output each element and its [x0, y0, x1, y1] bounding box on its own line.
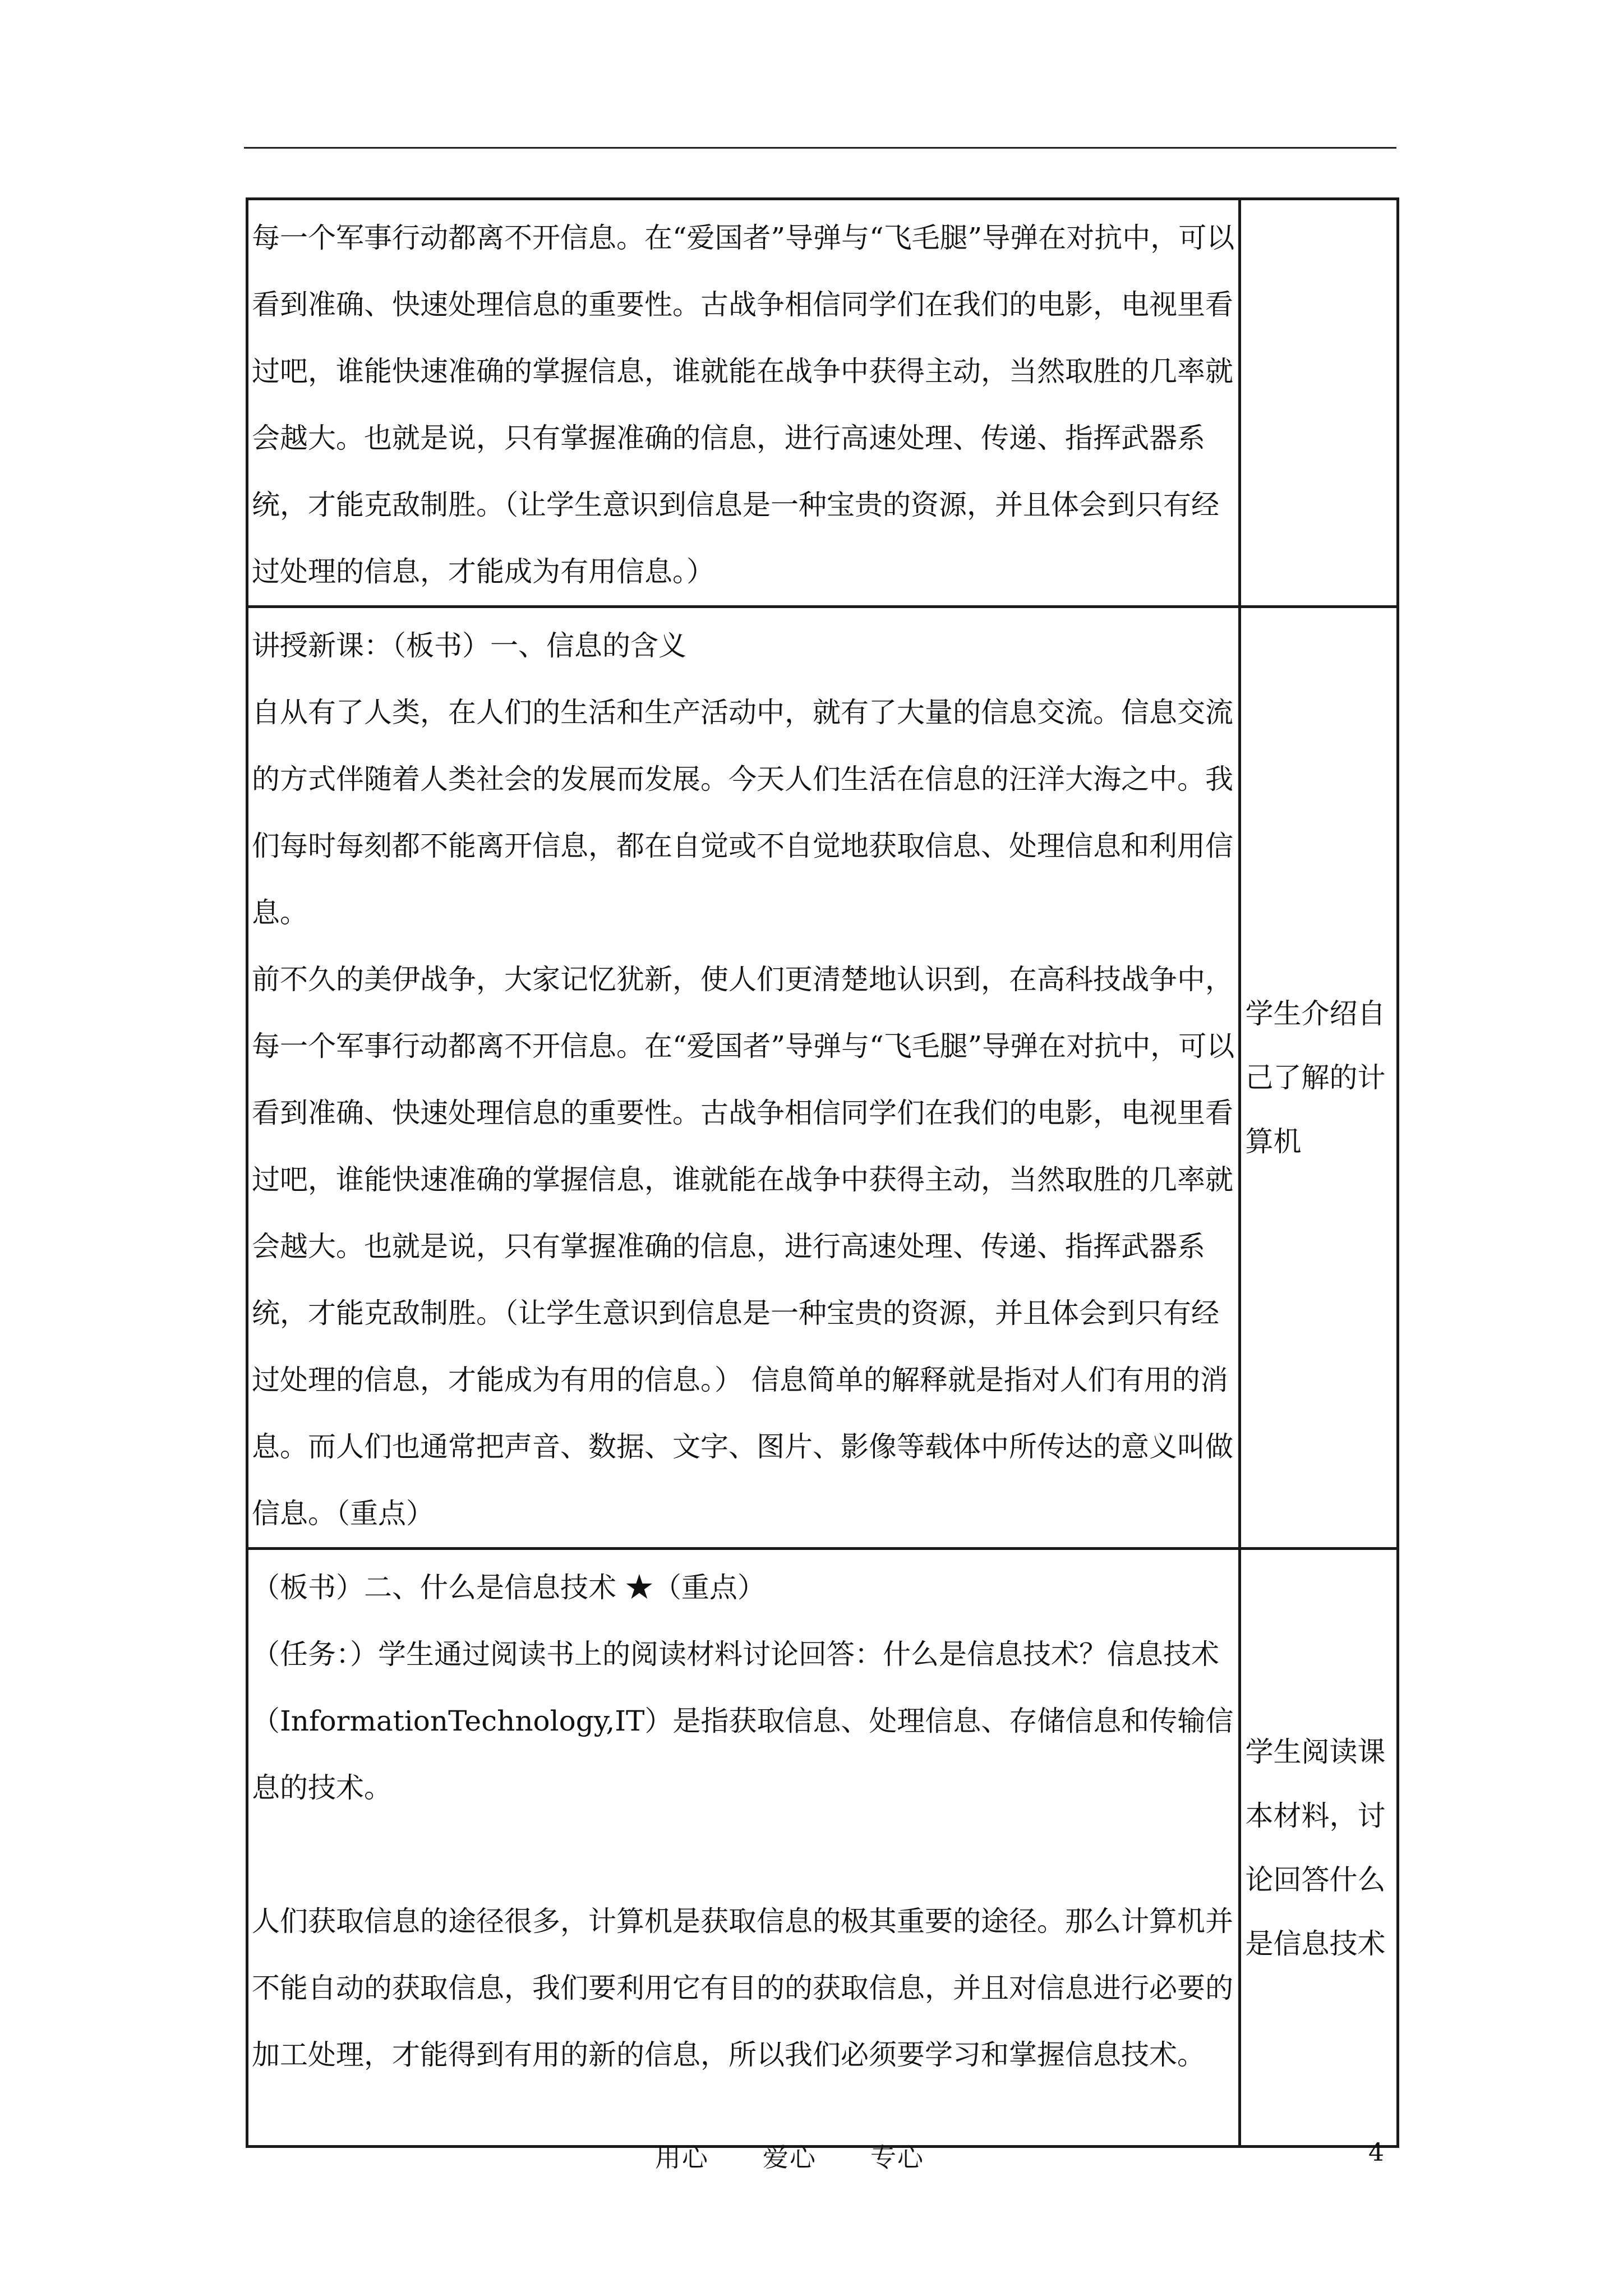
table-row: [247, 607, 1398, 1549]
page-number: 4: [1368, 2138, 1384, 2167]
student-activity-cell: [1240, 1549, 1398, 2147]
teaching-content-cell: [247, 1549, 1240, 2147]
student-activity-cell: [1240, 199, 1398, 607]
content-paragraph: 每一个军事行动都离不开信息。在“爱国者”导弹与“飞毛腿”导弹在对抗中，可以看到准确、快速处理信息的重要性。古战争相信同学们在我们的电影，电视里看过吧，谁能快速准确的掌握信息，谁就能在战争中获得主动，当然取胜的几率就会越大。也就是说，只有掌握准确的信息，进行高速处理、传递、指挥武器系统，才能克敌制胜。（让学生意识到信息是一种宝贵的资源，并且体会到只有经过处理的信息，才能成为有用信息。）: [252, 222, 1235, 588]
blank-line: [252, 1821, 1238, 1888]
content-paragraph: 前不久的美伊战争，大家记忆犹新，使人们更清楚地认识到，在高科技战争中，每一个军事行动都离不开信息。在“爱国者”导弹与“飞毛腿”导弹在对抗中，可以看到准确、快速处理信息的重要性。古战争相信同学们在我们的电影，电视里看过吧，谁能快速准确的掌握信息，谁就能在战争中获得主动，当然取胜的几率就会越大。也就是说，只有掌握准确的信息，进行高速处理、传递、指挥武器系统，才能克敌制胜。（让学生意识到信息是一种宝贵的资源，并且体会到只有经过处理的信息，才能成为有用的信息。） 信息简单的解释就是指对人们有用的消息。而人们也通常把声音、数据、文字、图片、影像等载体中所传达的意义叫做信息。（重点）: [252, 963, 1235, 1530]
student-activity-text: 学生阅读课本材料，讨论回答什么是信息技术: [1245, 1735, 1386, 1960]
header-rule: [244, 147, 1396, 149]
teaching-content-cell: [247, 607, 1240, 1549]
content-paragraph: 自从有了人类，在人们的生活和生产活动中，就有了大量的信息交流。信息交流的方式伴随着人类社会的发展而发展。今天人们生活在信息的汪洋大海之中。我们每时每刻都不能离开信息，都在自觉或不自觉地获取信息、处理信息和利用信息。: [252, 696, 1233, 929]
section-heading: （板书）二、什么是信息技术 ★（重点）: [252, 1571, 766, 1604]
student-activity-text: 学生介绍自己了解的计算机: [1245, 997, 1386, 1158]
table-row: [247, 1549, 1398, 2147]
content-paragraph: 人们获取信息的途径很多，计算机是获取信息的极其重要的途径。那么计算机并不能自动的获取信息，我们要利用它有目的的获取信息，并且对信息进行必要的加工处理，才能得到有用的新的信息，所以我们必须要学习和掌握信息技术。: [252, 1905, 1233, 2071]
teaching-content-cell: [247, 199, 1240, 607]
student-activity-cell: [1240, 607, 1398, 1549]
table-row: [247, 199, 1398, 607]
section-heading: 讲授新课：（板书）一、信息的含义: [252, 629, 686, 662]
footer-motto: 用心 爱心 专心: [655, 2142, 924, 2173]
content-paragraph: （任务：）学生通过阅读书上的阅读材料讨论回答：什么是信息技术？信息技术（InformationTechnology,IT）是指获取信息、处理信息、存储信息和传输信息的技术。: [252, 1638, 1234, 1804]
lesson-plan-table: [246, 197, 1399, 2148]
